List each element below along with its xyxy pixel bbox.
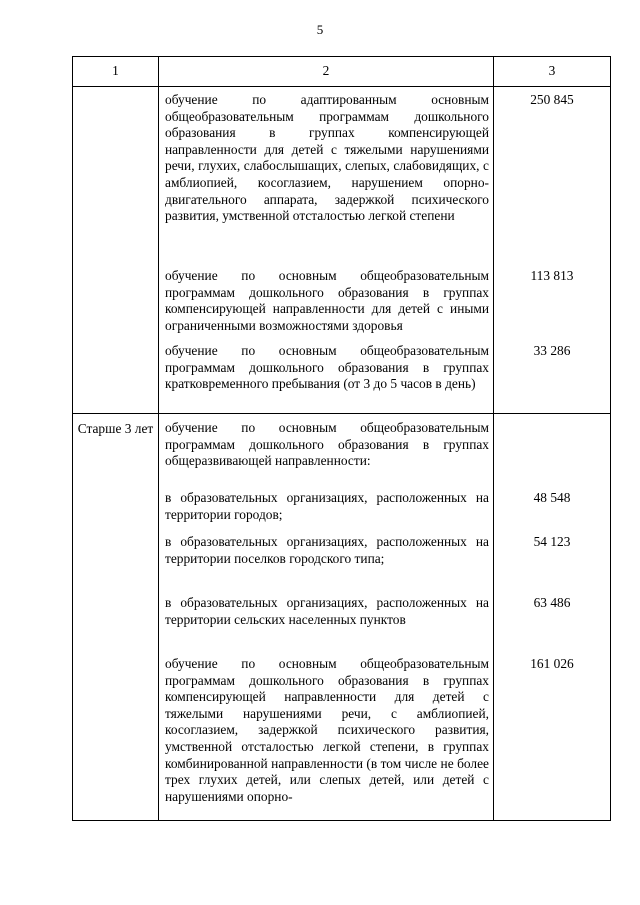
tariff-table xyxy=(72,56,611,821)
category-label: Старше 3 лет xyxy=(77,421,154,436)
value-text: 113 813 xyxy=(530,268,574,283)
description-text: в образовательных организациях, расположенных на территории городов; xyxy=(165,490,489,522)
value-text: 48 548 xyxy=(533,490,571,505)
header-col-3: 3 xyxy=(494,57,611,87)
value-text xyxy=(494,420,610,490)
description-text: обучение по основным общеобразовательным программам дошкольного образования в группах кратковременного пребывания (от 3 до 5 часов в день) xyxy=(165,343,489,392)
value-text: 33 286 xyxy=(533,343,571,358)
description-text: обучение по основным общеобразовательным программам дошкольного образования в группах компенсирующей направленности для детей с иными ограниченными возможностями здоровья xyxy=(165,268,489,333)
header-col-2: 2 xyxy=(159,57,494,87)
table-row xyxy=(73,414,611,821)
value-cell xyxy=(494,414,611,821)
description-cell xyxy=(159,414,494,821)
header-col-1: 1 xyxy=(73,57,159,87)
description-text: обучение по основным общеобразовательным программам дошкольного образования в группах компенсирующей направленности для детей с тяжелыми нарушениями речи, с амблиопией, косоглазием, задержкой психического развития, умственной отсталостью легкой степени, в группах комбинированной направленности (в том числе не более трех глухих детей, или слепых детей, или детей с нарушениями опорно- xyxy=(165,656,489,804)
category-cell-empty xyxy=(73,87,159,414)
value-cell xyxy=(494,87,611,414)
value-text: 63 486 xyxy=(533,595,571,610)
value-text: 54 123 xyxy=(533,534,571,549)
description-cell xyxy=(159,87,494,414)
page-number: 5 xyxy=(316,22,324,37)
category-cell xyxy=(73,414,159,821)
table-row xyxy=(73,87,611,414)
description-text: в образовательных организациях, расположенных на территории поселков городского типа; xyxy=(165,534,489,566)
description-text: обучение по адаптированным основным общеобразовательным программам дошкольного образования в группах компенсирующей направленности для детей с тяжелыми нарушениями речи, глухих, слабослышащих, слепых, слабовидящих, с амблиопией, косоглазием, нарушением опорно-двигательного аппарата, задержкой психического развития, умственной отсталостью легкой степени xyxy=(165,92,489,224)
value-text: 161 026 xyxy=(530,656,574,671)
table-header-row xyxy=(73,57,611,87)
description-text: в образовательных организациях, расположенных на территории сельских населенных пунктов xyxy=(165,595,489,627)
description-text: обучение по основным общеобразовательным программам дошкольного образования в группах общеразвивающей направленности: xyxy=(165,420,489,469)
value-text: 250 845 xyxy=(530,92,574,107)
